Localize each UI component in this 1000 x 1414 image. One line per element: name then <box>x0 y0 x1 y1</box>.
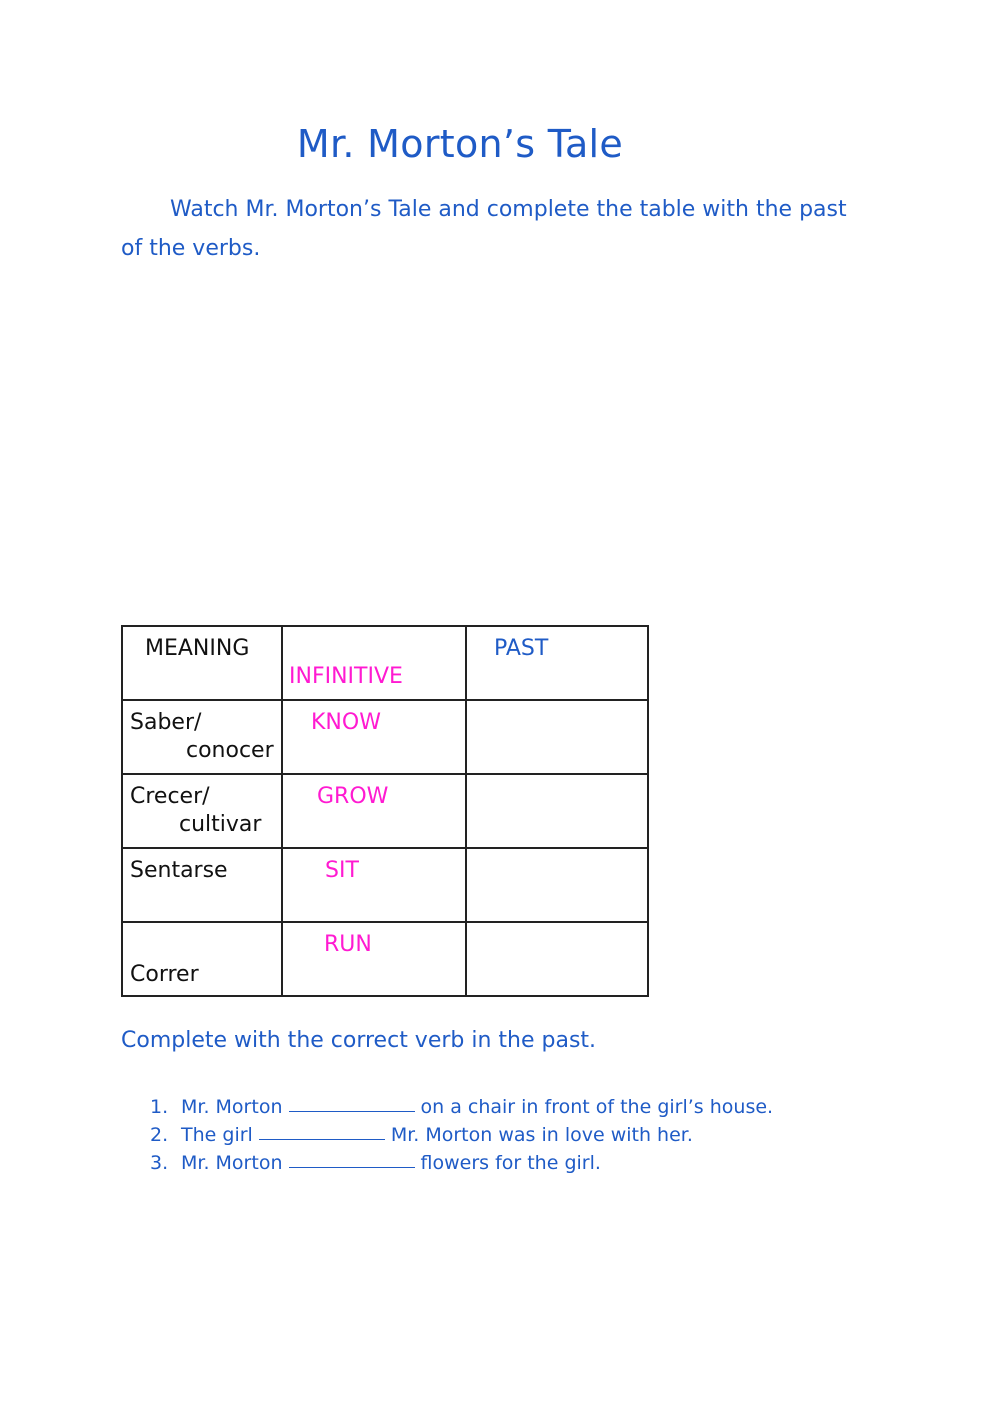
header-past-cell <box>466 626 648 700</box>
meaning-text: Sentarse <box>130 858 228 883</box>
meaning-text: Crecer/ <box>130 784 210 809</box>
header-past: PAST <box>494 636 549 661</box>
past-answer-cell[interactable] <box>466 700 648 774</box>
intro-text <box>121 190 881 268</box>
sentence-start: Mr. Morton <box>181 1096 283 1118</box>
header-meaning-cell <box>122 626 282 700</box>
intro-line-2: of the verbs. <box>121 236 261 261</box>
list-item <box>150 1121 773 1149</box>
sentence-end: flowers for the girl. <box>420 1152 601 1174</box>
meaning-cell <box>122 922 282 996</box>
past-answer-cell[interactable] <box>466 848 648 922</box>
list-item <box>150 1149 773 1177</box>
table-row <box>122 774 648 848</box>
meaning-text: conocer <box>186 738 274 763</box>
past-answer-cell[interactable] <box>466 774 648 848</box>
table-row <box>122 700 648 774</box>
table-row <box>122 922 648 996</box>
answer-blank[interactable] <box>289 1093 415 1112</box>
infinitive-text: RUN <box>324 932 372 957</box>
infinitive-cell <box>282 922 466 996</box>
infinitive-text: GROW <box>317 784 389 809</box>
sentence-end: on a chair in front of the girl’s house. <box>420 1096 774 1118</box>
past-answer-cell[interactable] <box>466 922 648 996</box>
infinitive-text: KNOW <box>311 710 381 735</box>
header-infinitive-cell <box>282 626 466 700</box>
sentence-start: The girl <box>181 1124 253 1146</box>
sentence-end: Mr. Morton was in love with her. <box>390 1124 693 1146</box>
infinitive-cell <box>282 848 466 922</box>
exercise-instruction: Complete with the correct verb in the past. <box>121 1028 597 1053</box>
verb-table <box>121 625 649 997</box>
sentence-list <box>150 1093 773 1177</box>
infinitive-cell <box>282 774 466 848</box>
header-infinitive: INFINITIVE <box>289 664 403 689</box>
item-number: 1. <box>150 1096 169 1118</box>
meaning-text: cultivar <box>179 812 262 837</box>
header-meaning: MEANING <box>145 636 250 661</box>
item-number: 3. <box>150 1152 169 1174</box>
item-number: 2. <box>150 1124 169 1146</box>
meaning-cell <box>122 774 282 848</box>
meaning-cell <box>122 700 282 774</box>
infinitive-cell <box>282 700 466 774</box>
meaning-cell <box>122 848 282 922</box>
page-title: Mr. Morton’s Tale <box>296 122 624 166</box>
infinitive-text: SIT <box>325 858 359 883</box>
sentence-start: Mr. Morton <box>181 1152 283 1174</box>
table-header-row <box>122 626 648 700</box>
meaning-text: Correr <box>130 962 199 987</box>
list-item <box>150 1093 773 1121</box>
table-row <box>122 848 648 922</box>
meaning-text: Saber/ <box>130 710 202 735</box>
intro-line-1: Watch Mr. Morton’s Tale and complete the table with the past <box>170 197 847 222</box>
answer-blank[interactable] <box>259 1121 385 1140</box>
answer-blank[interactable] <box>289 1149 415 1168</box>
